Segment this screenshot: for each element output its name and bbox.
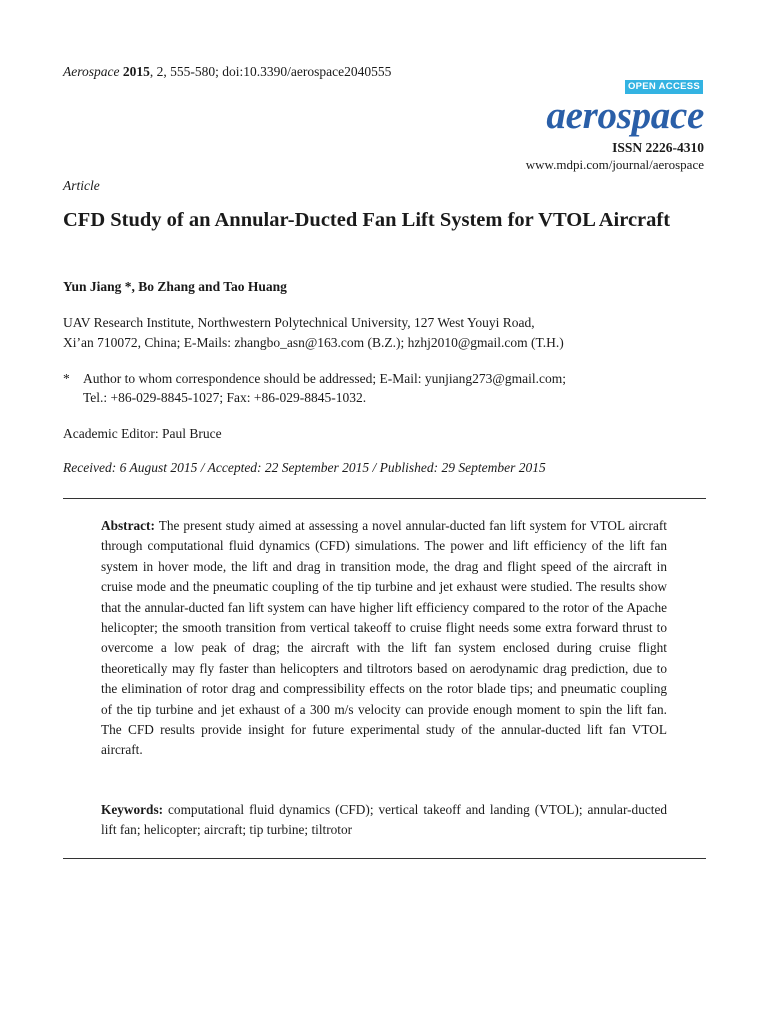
divider-bottom xyxy=(63,858,706,859)
abstract-text: The present study aimed at assessing a novel annular-ducted fan lift system for VTOL aircraft through computational fluid dynamics (CFD) simulations. The power and lift efficiency of the lift fan system in hover mode, the lift and drag in transition mode, the drag and flight speed of the aircraft in cruise mode and the pneumatic coupling of the tip turbine and jet exhaust were studied. The results show that the annular-ducted fan lift system can have higher lift efficiency compared to the rotor of the Apache helicopter; the smooth transition from vertical takeoff to cruise flight needs some extra forward thrust to overcome a low peak of drag; the aircraft with the lift fan system enclosed during cruise flight theoretically may fly faster than helicopters and tiltrotors based on aerodynamic drag prediction, due to the elimination of rotor drag and compressibility effects on the rotor blade tips; and pneumatic coupling of the tip turbine and jet exhaust of a 300 m/s velocity can provide enough moment to spin the lift fan. The CFD results provide insight for future experimental study of the annular-ducted lift fan VTOL aircraft. xyxy=(101,518,667,758)
journal-logo: aerospace xyxy=(546,94,704,137)
citation-details: , 2, 555-580; doi:10.3390/aerospace2040555 xyxy=(149,64,392,79)
abstract-heading: Abstract: xyxy=(101,518,155,533)
correspondence-line: Author to whom correspondence should be addressed; E-Mail: yunjiang273@gmail.com; xyxy=(83,371,566,386)
keywords-text: computational fluid dynamics (CFD); vertical takeoff and landing (VTOL); annular-ducted lift fan; helicopter; aircraft; tip turbine; tiltrotor xyxy=(101,802,667,838)
abstract xyxy=(101,516,667,761)
paper-title: CFD Study of an Annular-Ducted Fan Lift System for VTOL Aircraft xyxy=(63,209,671,231)
citation-line xyxy=(63,64,391,80)
divider-top xyxy=(63,498,706,499)
citation-journal: Aerospace xyxy=(63,64,120,79)
correspondence-marker: * xyxy=(63,371,70,386)
keywords xyxy=(101,800,667,841)
academic-editor: Academic Editor: Paul Bruce xyxy=(63,426,222,441)
affiliation-line: Xi’an 710072, China; E-Mails: zhangbo_asn@163.com (B.Z.); hzhj2010@gmail.com (T.H.) xyxy=(63,335,564,350)
author-list: Yun Jiang *, Bo Zhang and Tao Huang xyxy=(63,279,287,294)
open-access-badge: OPEN ACCESS xyxy=(625,80,703,94)
keywords-heading: Keywords: xyxy=(101,802,164,817)
article-type: Article xyxy=(63,178,100,193)
correspondence-line: Tel.: +86-029-8845-1027; Fax: +86-029-8845-1032. xyxy=(83,390,367,405)
publication-dates: Received: 6 August 2015 / Accepted: 22 September 2015 / Published: 29 September 2015 xyxy=(63,460,546,475)
issn: ISSN 2226-4310 xyxy=(612,140,704,155)
journal-website-link[interactable]: www.mdpi.com/journal/aerospace xyxy=(525,157,704,172)
citation-year: 2015 xyxy=(122,64,150,79)
affiliation-line: UAV Research Institute, Northwestern Polytechnical University, 127 West Youyi Road, xyxy=(63,315,535,330)
affiliation xyxy=(63,313,703,353)
correspondence-note xyxy=(63,369,703,407)
